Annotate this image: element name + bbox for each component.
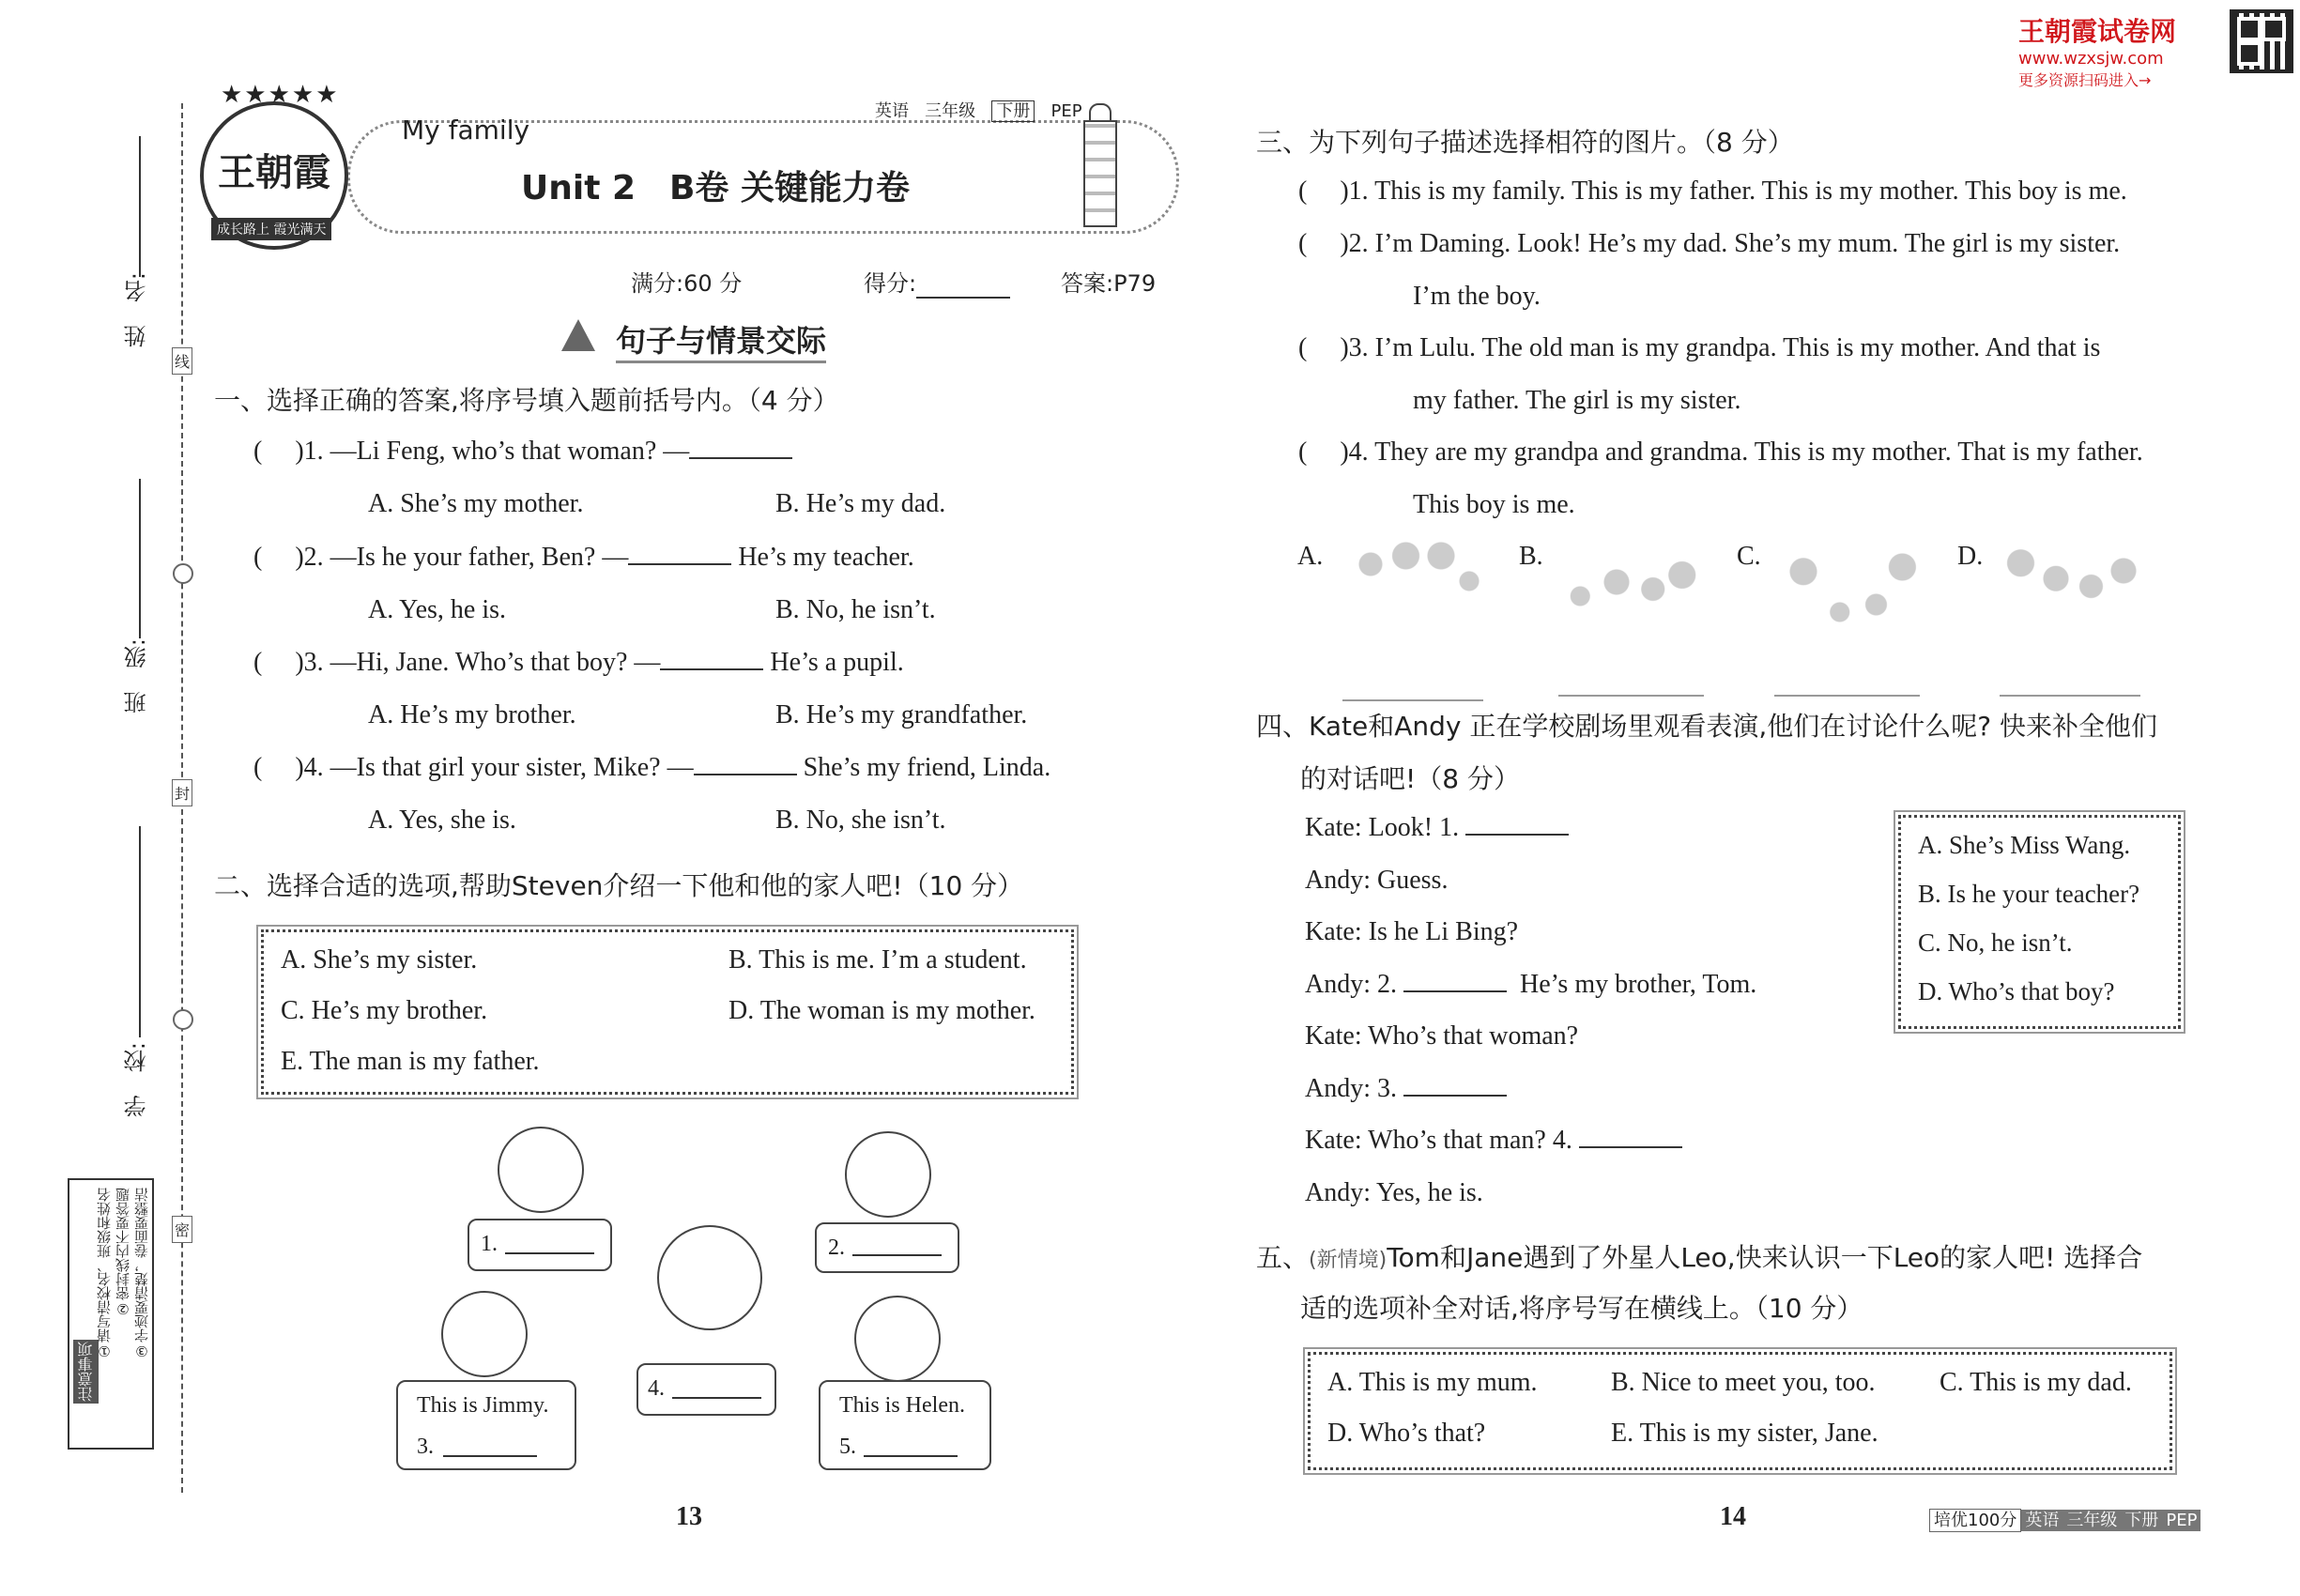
girl-portrait (854, 1296, 941, 1382)
s3-question: ( )4. They are my grandpa and grandma. This is my mother. That is my father. (1298, 437, 2143, 467)
sailboat-icon (561, 319, 595, 351)
s2-options-box (261, 929, 1074, 1095)
answer-bracket[interactable]: ( (1298, 229, 1308, 258)
answer-blank[interactable] (1465, 834, 1569, 836)
dialogue-line: Andy: 3. (1305, 1074, 1507, 1104)
s5-title-line2: 适的选项补全对话,将序号写在横线上。（10 分） (1300, 1293, 1863, 1324)
s3-question: ( )1. This is my family. This is my father. This is my mother. This boy is me. (1298, 176, 2127, 206)
dialogue-line: Andy: Yes, he is. (1305, 1177, 1483, 1207)
bubble-jimmy: This is Jimmy. 3. (396, 1380, 576, 1470)
s1-option-a: A. Yes, she is. (368, 806, 516, 835)
answer-blank[interactable] (1403, 990, 1507, 992)
school-label: 学 校: (124, 1042, 150, 1118)
family-picture-d (2000, 540, 2140, 697)
bubble-4: 4. (636, 1363, 776, 1416)
tag-subject: 英语 (875, 101, 909, 121)
baby-portrait (441, 1291, 528, 1377)
tag-edition: PEP (1050, 101, 1082, 121)
answer-blank[interactable] (1403, 1095, 1507, 1097)
bubble-1: 1. (468, 1219, 612, 1271)
s1-option-b: B. He’s my dad. (775, 489, 946, 518)
pic-label-b: B. (1519, 542, 1543, 571)
dialogue-line: Kate: Look! 1. (1305, 813, 1569, 843)
tag-grade: 三年级 (925, 101, 976, 121)
answer-blank[interactable] (694, 774, 797, 775)
s5-option: A. This is my mum. (1327, 1368, 1538, 1397)
family-picture-b (1558, 554, 1704, 697)
notes-title: 注意事项 (73, 1340, 99, 1404)
s1-option-a: A. She’s my mother. (368, 489, 584, 518)
dialogue-line: Andy: Guess. (1305, 865, 1449, 895)
seal-char: 线 (172, 347, 192, 375)
notes-box (68, 1178, 154, 1450)
seal-char: 密 (172, 1216, 192, 1243)
footer-tags: 培优100分 英语 三年级 下册 PEP (1929, 1507, 2200, 1531)
tag-term: 下册 (991, 100, 1035, 122)
star-icon: ★★★★★ (221, 81, 340, 109)
dialogue-line: Kate: Who’s that woman? (1305, 1021, 1579, 1051)
logo-name: 王朝霞 (218, 150, 330, 194)
page-number-left: 13 (676, 1502, 702, 1531)
s1-title: 一、选择正确的答案,将序号填入题前括号内。（4 分） (214, 385, 839, 416)
logo-slogan: 成长路上 霞光满天 (211, 218, 331, 240)
section-title: 句子与情景交际 (616, 317, 826, 363)
logo (200, 81, 348, 250)
answer-bracket[interactable]: ( (1298, 437, 1308, 467)
s4-option: A. She’s Miss Wang. (1918, 831, 2131, 859)
answer-bracket[interactable]: ( (253, 543, 263, 572)
s2-option: C. He’s my brother. (281, 996, 488, 1025)
family-picture-c (1774, 545, 1920, 697)
answer-bracket[interactable]: ( (253, 437, 263, 466)
seal-circle-icon (173, 1009, 193, 1030)
s4-option: C. No, he isn’t. (1918, 928, 2073, 957)
watermark (2018, 11, 2234, 90)
s1-question: ( )3. —Hi, Jane. Who’s that boy? — He’s a pupil. (253, 648, 904, 677)
father-portrait (498, 1127, 584, 1213)
s1-option-a: A. Yes, he is. (368, 595, 507, 624)
answer-blank[interactable] (689, 457, 792, 459)
notes-line: ①请写清校名、班级和姓名 (96, 1188, 113, 1359)
pic-label-c: C. (1737, 542, 1761, 571)
mother-portrait (845, 1131, 931, 1218)
answer-blank[interactable] (1579, 1146, 1682, 1148)
dialogue-line: Andy: 2. He’s my brother, Tom. (1305, 969, 1757, 999)
notes-line: ②密封线内不要答题 (115, 1188, 131, 1317)
s2-option: A. She’s my sister. (281, 945, 478, 974)
s1-question: ( )4. —Is that girl your sister, Mike? — She’s my friend, Linda. (253, 753, 1051, 782)
watermark-url: www.wzxsjw.com (2018, 49, 2164, 69)
watermark-brand: 王朝霞试卷网 (2018, 16, 2177, 47)
pic-label-d: D. (1957, 542, 1984, 571)
s5-option: D. Who’s that? (1327, 1419, 1486, 1448)
s5-options-box (1308, 1352, 2172, 1470)
s2-option: B. This is me. I’m a student. (728, 945, 1027, 974)
s3-question: ( )2. I’m Daming. Look! He’s my dad. She’s my mum. The girl is my sister. (1298, 229, 2121, 258)
s4-options-box (1898, 815, 2181, 1029)
family-picture-a (1342, 530, 1483, 701)
name-blank (139, 136, 141, 277)
s4-title-line2: 的对话吧!（8 分） (1300, 763, 1520, 794)
s2-option: D. The woman is my mother. (728, 996, 1035, 1025)
header-tags (875, 98, 1082, 122)
qr-code-icon (2230, 9, 2293, 73)
s1-question: ( )1. —Li Feng, who’s that woman? — (253, 437, 792, 467)
answer-bracket[interactable]: ( (1298, 176, 1308, 206)
bubble-2: 2. (815, 1222, 959, 1273)
s3-question: ( )3. I’m Lulu. The old man is my grandpa. This is my mother. And that is (1298, 333, 2101, 362)
unit-topic: My family (402, 115, 530, 146)
name-label: 姓 名: (124, 272, 150, 348)
answer-bracket[interactable]: ( (253, 753, 263, 782)
new-context-tag: (新情境) (1309, 1249, 1388, 1272)
s2-title: 二、选择合适的选项,帮助Steven介绍一下他和他的家人吧!（10 分） (214, 870, 1024, 901)
page-number-right: 14 (1720, 1502, 1746, 1531)
score-field[interactable]: 得分: (864, 265, 1010, 299)
dialogue-line: Kate: Who’s that man? 4. (1305, 1126, 1682, 1156)
seal-char: 封 (172, 779, 192, 806)
s3-question-cont: I’m the boy. (1413, 282, 1541, 311)
s3-question-cont: my father. The girl is my sister. (1413, 386, 1741, 415)
s1-option-b: B. No, he isn’t. (775, 595, 936, 624)
unit-title: Unit 2 B卷 关键能力卷 (521, 169, 910, 207)
answer-bracket[interactable]: ( (253, 648, 263, 677)
steven-portrait (657, 1225, 762, 1330)
s5-title-line1: 五、(新情境)Tom和Jane遇到了外星人Leo,快来认识一下Leo的家人吧! 选择合 (1256, 1242, 2143, 1273)
pic-label-a: A. (1297, 542, 1324, 571)
bubble-helen: This is Helen. 5. (819, 1380, 991, 1470)
answer-blank[interactable] (628, 563, 731, 565)
s3-title: 三、为下列句子描述选择相符的图片。（8 分） (1256, 127, 1794, 158)
s5-option: B. Nice to meet you, too. (1611, 1368, 1876, 1397)
s4-title-line1: 四、Kate和Andy 正在学校剧场里观看表演,他们在讨论什么呢? 快来补全他们 (1256, 711, 2158, 742)
s1-question: ( )2. —Is he your father, Ben? — He’s my teacher. (253, 543, 914, 572)
seal-circle-icon (173, 563, 193, 584)
answer-ref: 答案:P79 (1061, 270, 1157, 297)
s1-option-b: B. No, she isn’t. (775, 806, 946, 835)
s3-question-cont: This boy is me. (1413, 490, 1575, 519)
full-score: 满分:60 分 (631, 270, 743, 297)
answer-bracket[interactable]: ( (1298, 333, 1308, 362)
s1-option-b: B. He’s my grandfather. (775, 700, 1028, 729)
notes-line: ③字迹要清楚，卷面要整洁 (133, 1188, 150, 1359)
answer-blank[interactable] (660, 668, 763, 670)
school-blank (139, 826, 141, 1037)
dialogue-line: Kate: Is he Li Bing? (1305, 917, 1519, 946)
s1-option-a: A. He’s my brother. (368, 700, 576, 729)
class-label: 班 级: (124, 638, 150, 714)
s5-option: E. This is my sister, Jane. (1611, 1419, 1878, 1448)
s4-option: D. Who’s that boy? (1918, 977, 2115, 1005)
s2-option: E. The man is my father. (281, 1047, 540, 1076)
s4-option: B. Is he your teacher? (1918, 880, 2140, 908)
s5-option: C. This is my dad. (1940, 1368, 2132, 1397)
class-blank (139, 479, 141, 638)
watermark-sub: 更多资源扫码进入→ (2018, 71, 2152, 89)
lighthouse-icon (1080, 103, 1117, 225)
